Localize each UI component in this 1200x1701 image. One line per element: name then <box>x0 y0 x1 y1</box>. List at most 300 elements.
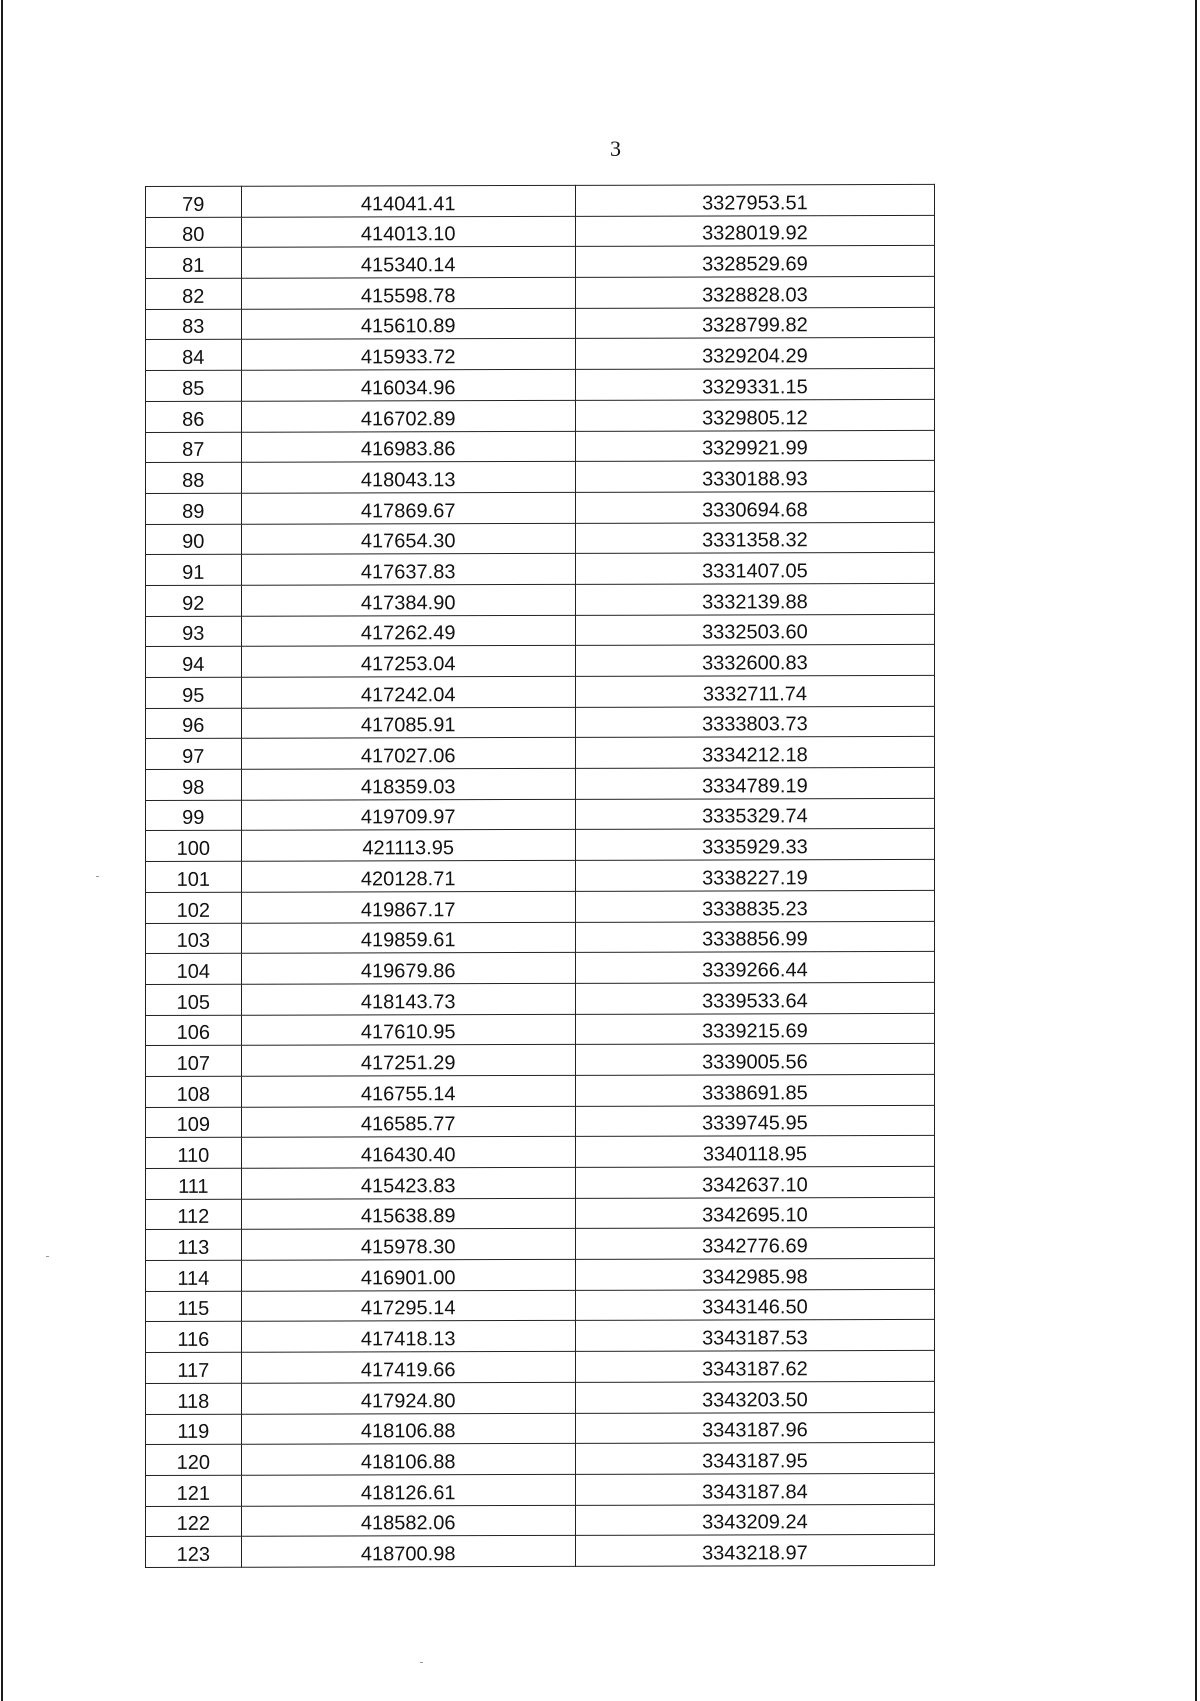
y-coordinate-cell <box>575 1166 934 1198</box>
x-coordinate-cell <box>241 1536 575 1568</box>
x-coordinate-cell <box>241 247 575 279</box>
cell-text: 415610.89 <box>360 315 456 338</box>
x-coordinate-cell <box>241 646 575 678</box>
y-coordinate-cell <box>575 215 934 247</box>
cell-text: 3330188.93 <box>702 468 808 491</box>
cell-text: 418106.88 <box>360 1451 456 1474</box>
x-coordinate-cell <box>241 891 575 923</box>
x-coordinate-cell <box>241 277 575 309</box>
y-coordinate-cell <box>575 1258 934 1290</box>
point-number-cell <box>146 1199 242 1230</box>
cell-text: 92 <box>182 592 205 615</box>
x-coordinate-cell <box>241 676 575 708</box>
y-coordinate-cell <box>575 1228 934 1260</box>
point-number-cell <box>146 1260 242 1291</box>
cell-text: 3332711.74 <box>702 682 807 706</box>
scan-speck <box>96 876 99 877</box>
cell-text: 119 <box>177 1421 210 1444</box>
cell-text: 3342985.98 <box>702 1266 808 1289</box>
cell-text: 3338691.85 <box>702 1081 808 1105</box>
cell-text: 417242.04 <box>360 683 456 707</box>
point-number-cell <box>146 647 242 678</box>
y-coordinate-cell <box>575 645 934 677</box>
y-coordinate-cell <box>575 829 934 861</box>
point-number-cell <box>146 585 242 616</box>
cell-text: 118 <box>177 1390 210 1413</box>
x-coordinate-cell <box>241 1413 575 1445</box>
cell-text: 79 <box>182 193 205 216</box>
cell-text: 85 <box>182 377 205 400</box>
table-row <box>146 921 935 954</box>
y-coordinate-cell <box>575 1443 934 1475</box>
scan-speck <box>420 1662 423 1663</box>
y-coordinate-cell <box>575 1381 934 1413</box>
cell-text: 3343146.50 <box>702 1296 808 1319</box>
coordinate-table-body <box>146 184 935 1567</box>
y-coordinate-cell <box>575 553 934 585</box>
table-row <box>146 430 935 463</box>
cell-text: 3328799.82 <box>702 314 808 337</box>
cell-text: 417419.66 <box>360 1358 456 1382</box>
y-coordinate-cell <box>575 1320 934 1352</box>
x-coordinate-cell <box>241 400 575 432</box>
point-number-cell <box>146 1045 242 1076</box>
y-coordinate-cell <box>575 184 934 216</box>
cell-text: 418126.61 <box>360 1481 456 1504</box>
point-number-cell <box>146 217 242 248</box>
point-number-cell <box>146 248 242 279</box>
x-coordinate-cell <box>241 462 575 494</box>
y-coordinate-cell <box>575 737 934 769</box>
table-row <box>146 1443 935 1476</box>
table-row <box>146 491 935 524</box>
cell-text: 104 <box>176 960 210 983</box>
y-coordinate-cell <box>575 1044 934 1076</box>
x-coordinate-cell <box>241 1229 575 1261</box>
x-coordinate-cell <box>241 308 575 340</box>
point-number-cell <box>146 524 242 555</box>
x-coordinate-cell <box>241 983 575 1015</box>
cell-text: 95 <box>182 684 205 707</box>
cell-text: 414041.41 <box>360 192 456 216</box>
cell-text: 81 <box>182 254 205 277</box>
cell-text: 3343203.50 <box>702 1388 808 1412</box>
cell-text: 121 <box>176 1482 210 1505</box>
table-row <box>146 553 935 586</box>
cell-text: 415638.89 <box>360 1205 456 1228</box>
point-number-cell <box>146 278 242 309</box>
cell-text: 88 <box>182 469 205 492</box>
cell-text: 418582.06 <box>360 1512 456 1535</box>
cell-text: 84 <box>182 346 205 370</box>
point-number-cell <box>146 309 242 340</box>
page-number: 3 <box>610 136 621 161</box>
cell-text: 3332503.60 <box>702 621 808 644</box>
table-row <box>146 338 935 371</box>
point-number-cell <box>146 616 242 647</box>
cell-text: 110 <box>177 1144 210 1167</box>
point-number-cell <box>146 370 242 401</box>
y-coordinate-cell <box>575 1197 934 1229</box>
cell-text: 3340118.95 <box>702 1143 807 1166</box>
cell-text: 3342776.69 <box>702 1235 808 1258</box>
y-coordinate-cell <box>575 890 934 922</box>
cell-text: 416983.86 <box>360 438 456 461</box>
y-coordinate-cell <box>575 1535 934 1567</box>
y-coordinate-cell <box>575 767 934 799</box>
cell-text: 80 <box>182 224 205 247</box>
y-coordinate-cell <box>575 982 934 1014</box>
y-coordinate-cell <box>575 1105 934 1137</box>
cell-text: 415423.83 <box>360 1174 456 1198</box>
y-coordinate-cell <box>575 1136 934 1168</box>
cell-text: 416034.96 <box>360 376 456 400</box>
y-coordinate-cell <box>575 461 934 493</box>
cell-text: 3333803.73 <box>702 713 808 736</box>
cell-text: 100 <box>176 837 210 861</box>
point-number-cell <box>146 1444 242 1475</box>
cell-text: 417637.83 <box>360 561 456 584</box>
x-coordinate-cell <box>241 216 575 248</box>
point-number-cell <box>146 923 242 954</box>
cell-text: 93 <box>182 623 205 646</box>
cell-text: 3334789.19 <box>702 775 808 798</box>
cell-text: 114 <box>177 1267 210 1290</box>
point-number-cell <box>146 1138 242 1169</box>
cell-text: 107 <box>176 1052 210 1075</box>
cell-text: 418143.73 <box>360 990 456 1013</box>
y-coordinate-cell <box>575 246 934 278</box>
cell-text: 419709.97 <box>360 806 456 829</box>
cell-text: 3329204.29 <box>702 345 808 368</box>
x-coordinate-cell <box>241 860 575 892</box>
x-coordinate-cell <box>241 1444 575 1476</box>
point-number-cell <box>146 708 242 739</box>
point-number-cell <box>146 831 242 862</box>
cell-text: 417418.13 <box>360 1328 456 1351</box>
table-row <box>146 583 935 616</box>
table-row <box>146 215 935 248</box>
point-number-cell <box>146 984 242 1015</box>
cell-text: 417869.67 <box>360 499 456 522</box>
table-row <box>146 1351 935 1384</box>
point-number-cell <box>146 861 242 892</box>
coordinate-table <box>145 184 935 1568</box>
cell-text: 3328828.03 <box>702 284 808 307</box>
point-number-cell <box>146 493 242 524</box>
cell-text: 3329921.99 <box>702 437 808 460</box>
cell-text: 3343209.24 <box>702 1511 808 1534</box>
x-coordinate-cell <box>241 185 575 217</box>
cell-text: 3339005.56 <box>702 1051 808 1074</box>
y-coordinate-cell <box>575 399 934 431</box>
cell-text: 419679.86 <box>360 960 456 983</box>
cell-text: 3335929.33 <box>702 836 808 859</box>
cell-text: 414013.10 <box>360 223 456 246</box>
cell-text: 3339533.64 <box>702 989 808 1013</box>
cell-text: 3342637.10 <box>702 1173 808 1197</box>
table-row <box>146 829 935 862</box>
table-row <box>146 276 935 309</box>
cell-text: 417085.91 <box>360 714 456 737</box>
scan-speck <box>46 1256 49 1257</box>
cell-text: 94 <box>182 653 205 676</box>
cell-text: 112 <box>177 1206 210 1229</box>
table-row <box>146 1289 935 1322</box>
y-coordinate-cell <box>575 1351 934 1383</box>
cell-text: 418359.03 <box>360 775 456 799</box>
x-coordinate-cell <box>241 584 575 616</box>
point-number-cell <box>146 401 242 432</box>
point-number-cell <box>146 953 242 984</box>
table-row <box>146 1535 935 1568</box>
point-number-cell <box>146 1506 242 1537</box>
x-coordinate-cell <box>241 799 575 831</box>
cell-text: 98 <box>182 776 205 799</box>
cell-text: 3338835.23 <box>702 897 808 921</box>
cell-text: 3332600.83 <box>702 652 808 675</box>
cell-text: 3343187.84 <box>702 1480 808 1504</box>
x-coordinate-cell <box>241 1198 575 1230</box>
x-coordinate-cell <box>241 1351 575 1383</box>
cell-text: 418106.88 <box>360 1420 456 1443</box>
cell-text: 3338227.19 <box>702 867 808 890</box>
cell-text: 106 <box>176 1022 210 1045</box>
x-coordinate-cell <box>241 1259 575 1291</box>
table-row <box>146 645 935 678</box>
cell-text: 89 <box>182 500 205 523</box>
table-row <box>146 1074 935 1107</box>
table-row <box>146 706 935 739</box>
cell-text: 116 <box>177 1328 210 1352</box>
table-row <box>146 184 935 217</box>
x-coordinate-cell <box>241 1045 575 1077</box>
table-row <box>146 1228 935 1261</box>
y-coordinate-cell <box>575 276 934 308</box>
cell-text: 3343187.95 <box>702 1450 808 1473</box>
cell-text: 3343187.53 <box>702 1327 808 1350</box>
cell-text: 3339745.95 <box>702 1112 808 1135</box>
table-row <box>146 1258 935 1291</box>
y-coordinate-cell <box>575 1074 934 1106</box>
cell-text: 415978.30 <box>360 1236 456 1259</box>
y-coordinate-cell <box>575 338 934 370</box>
cell-text: 417027.06 <box>360 745 456 768</box>
x-coordinate-cell <box>241 830 575 862</box>
cell-text: 96 <box>182 715 205 738</box>
cell-text: 417295.14 <box>360 1297 456 1320</box>
cell-text: 3335329.74 <box>702 805 808 828</box>
cell-text: 91 <box>182 561 205 584</box>
cell-text: 90 <box>182 531 205 554</box>
x-coordinate-cell <box>241 1505 575 1537</box>
cell-text: 120 <box>176 1451 210 1474</box>
y-coordinate-cell <box>575 706 934 738</box>
cell-text: 3343218.97 <box>702 1542 808 1565</box>
point-number-cell <box>146 186 242 217</box>
cell-text: 123 <box>176 1543 210 1566</box>
x-coordinate-cell <box>241 1137 575 1169</box>
x-coordinate-cell <box>241 922 575 954</box>
x-coordinate-cell <box>241 768 575 800</box>
cell-text: 3334212.18 <box>702 744 808 767</box>
cell-text: 416755.14 <box>360 1082 456 1106</box>
cell-text: 418700.98 <box>360 1543 456 1566</box>
y-coordinate-cell <box>575 798 934 830</box>
point-number-cell <box>146 1322 242 1353</box>
point-number-cell <box>146 892 242 923</box>
cell-text: 3329805.12 <box>702 406 808 430</box>
x-coordinate-cell <box>241 492 575 524</box>
cell-text: 415933.72 <box>360 346 456 369</box>
x-coordinate-cell <box>241 1321 575 1353</box>
x-coordinate-cell <box>241 1014 575 1046</box>
cell-text: 3330694.68 <box>702 498 808 522</box>
cell-text: 87 <box>182 439 205 462</box>
cell-text: 97 <box>182 745 205 768</box>
cell-text: 3339215.69 <box>702 1020 808 1043</box>
table-row <box>146 1381 935 1414</box>
x-coordinate-cell <box>241 738 575 770</box>
y-coordinate-cell <box>575 614 934 646</box>
x-coordinate-cell <box>241 1290 575 1322</box>
cell-text: 418043.13 <box>360 469 456 492</box>
point-number-cell <box>146 1536 242 1567</box>
y-coordinate-cell <box>575 860 934 892</box>
cell-text: 105 <box>176 991 210 1014</box>
table-row <box>146 1473 935 1506</box>
point-number-cell <box>146 1291 242 1322</box>
table-row <box>146 307 935 340</box>
point-number-cell <box>146 1076 242 1107</box>
point-number-cell <box>146 769 242 800</box>
cell-text: 415598.78 <box>360 284 456 308</box>
table-row <box>146 1504 935 1537</box>
cell-text: 101 <box>176 868 210 891</box>
table-row <box>146 1044 935 1077</box>
cell-text: 103 <box>176 930 210 953</box>
cell-text: 122 <box>176 1513 210 1536</box>
y-coordinate-cell <box>575 1473 934 1505</box>
table-row <box>146 890 935 923</box>
y-coordinate-cell <box>575 583 934 615</box>
table-row <box>146 860 935 893</box>
table-row <box>146 737 935 770</box>
cell-text: 417251.29 <box>360 1052 456 1075</box>
cell-text: 416901.00 <box>360 1266 456 1290</box>
point-number-cell <box>146 1414 242 1445</box>
cell-text: 86 <box>182 408 205 431</box>
table-row <box>146 1105 935 1138</box>
cell-text: 417262.49 <box>360 622 456 645</box>
cell-text: 3329331.15 <box>702 376 808 399</box>
y-coordinate-cell <box>575 369 934 401</box>
cell-text: 3328529.69 <box>702 253 808 276</box>
cell-text: 417654.30 <box>360 530 456 553</box>
cell-text: 82 <box>182 285 205 308</box>
table-row <box>146 246 935 279</box>
cell-text: 111 <box>178 1175 209 1198</box>
point-number-cell <box>146 1230 242 1261</box>
cell-text: 417610.95 <box>360 1021 456 1044</box>
cell-text: 3331358.32 <box>702 529 808 552</box>
point-number-cell <box>146 1015 242 1046</box>
cell-text: 113 <box>177 1236 210 1259</box>
cell-text: 416585.77 <box>360 1113 456 1136</box>
table-row <box>146 767 935 800</box>
y-coordinate-cell <box>575 307 934 339</box>
x-coordinate-cell <box>241 1167 575 1199</box>
y-coordinate-cell <box>575 522 934 554</box>
x-coordinate-cell <box>241 1474 575 1506</box>
table-row <box>146 982 935 1015</box>
x-coordinate-cell <box>241 554 575 586</box>
y-coordinate-cell <box>575 952 934 984</box>
cell-text: 3327953.51 <box>702 191 808 215</box>
cell-text: 99 <box>182 807 205 830</box>
cell-text: 109 <box>176 1114 210 1137</box>
table-row <box>146 461 935 494</box>
x-coordinate-cell <box>241 1075 575 1107</box>
table-row <box>146 1197 935 1230</box>
cell-text: 415340.14 <box>360 254 456 277</box>
table-row <box>146 522 935 555</box>
cell-text: 115 <box>177 1298 210 1321</box>
point-number-cell <box>146 739 242 770</box>
cell-text: 419859.61 <box>360 929 456 952</box>
y-coordinate-cell <box>575 430 934 462</box>
cell-text: 3343187.96 <box>702 1419 808 1442</box>
cell-text: 419867.17 <box>360 898 456 921</box>
cell-text: 421113.95 <box>362 837 454 860</box>
point-number-cell <box>146 800 242 831</box>
x-coordinate-cell <box>241 953 575 985</box>
cell-text: 420128.71 <box>360 867 456 891</box>
cell-text: 117 <box>177 1359 210 1382</box>
table-row <box>146 1412 935 1445</box>
x-coordinate-cell <box>241 523 575 555</box>
cell-text: 3338856.99 <box>702 928 808 951</box>
cell-text: 83 <box>182 316 205 339</box>
cell-text: 3342695.10 <box>702 1204 808 1227</box>
point-number-cell <box>146 554 242 585</box>
y-coordinate-cell <box>575 675 934 707</box>
y-coordinate-cell <box>575 1412 934 1444</box>
table-row <box>146 952 935 985</box>
table-row <box>146 369 935 402</box>
table-row <box>146 1013 935 1046</box>
x-coordinate-cell <box>241 707 575 739</box>
cell-text: 102 <box>176 899 210 922</box>
table-row <box>146 1166 935 1199</box>
cell-text: 3328019.92 <box>702 222 808 245</box>
scan-edge-left <box>1 0 3 1701</box>
cell-text: 417924.80 <box>360 1389 456 1412</box>
y-coordinate-cell <box>575 921 934 953</box>
table-row <box>146 675 935 708</box>
table-row <box>146 1320 935 1353</box>
point-number-cell <box>146 1383 242 1414</box>
cell-text: 417384.90 <box>360 591 456 615</box>
cell-text: 416430.40 <box>360 1144 456 1167</box>
cell-text: 3343187.62 <box>702 1358 808 1381</box>
point-number-cell <box>146 432 242 463</box>
cell-text: 3339266.44 <box>702 959 808 982</box>
y-coordinate-cell <box>575 1013 934 1045</box>
x-coordinate-cell <box>241 1106 575 1138</box>
y-coordinate-cell <box>575 1504 934 1536</box>
point-number-cell <box>146 1475 242 1506</box>
